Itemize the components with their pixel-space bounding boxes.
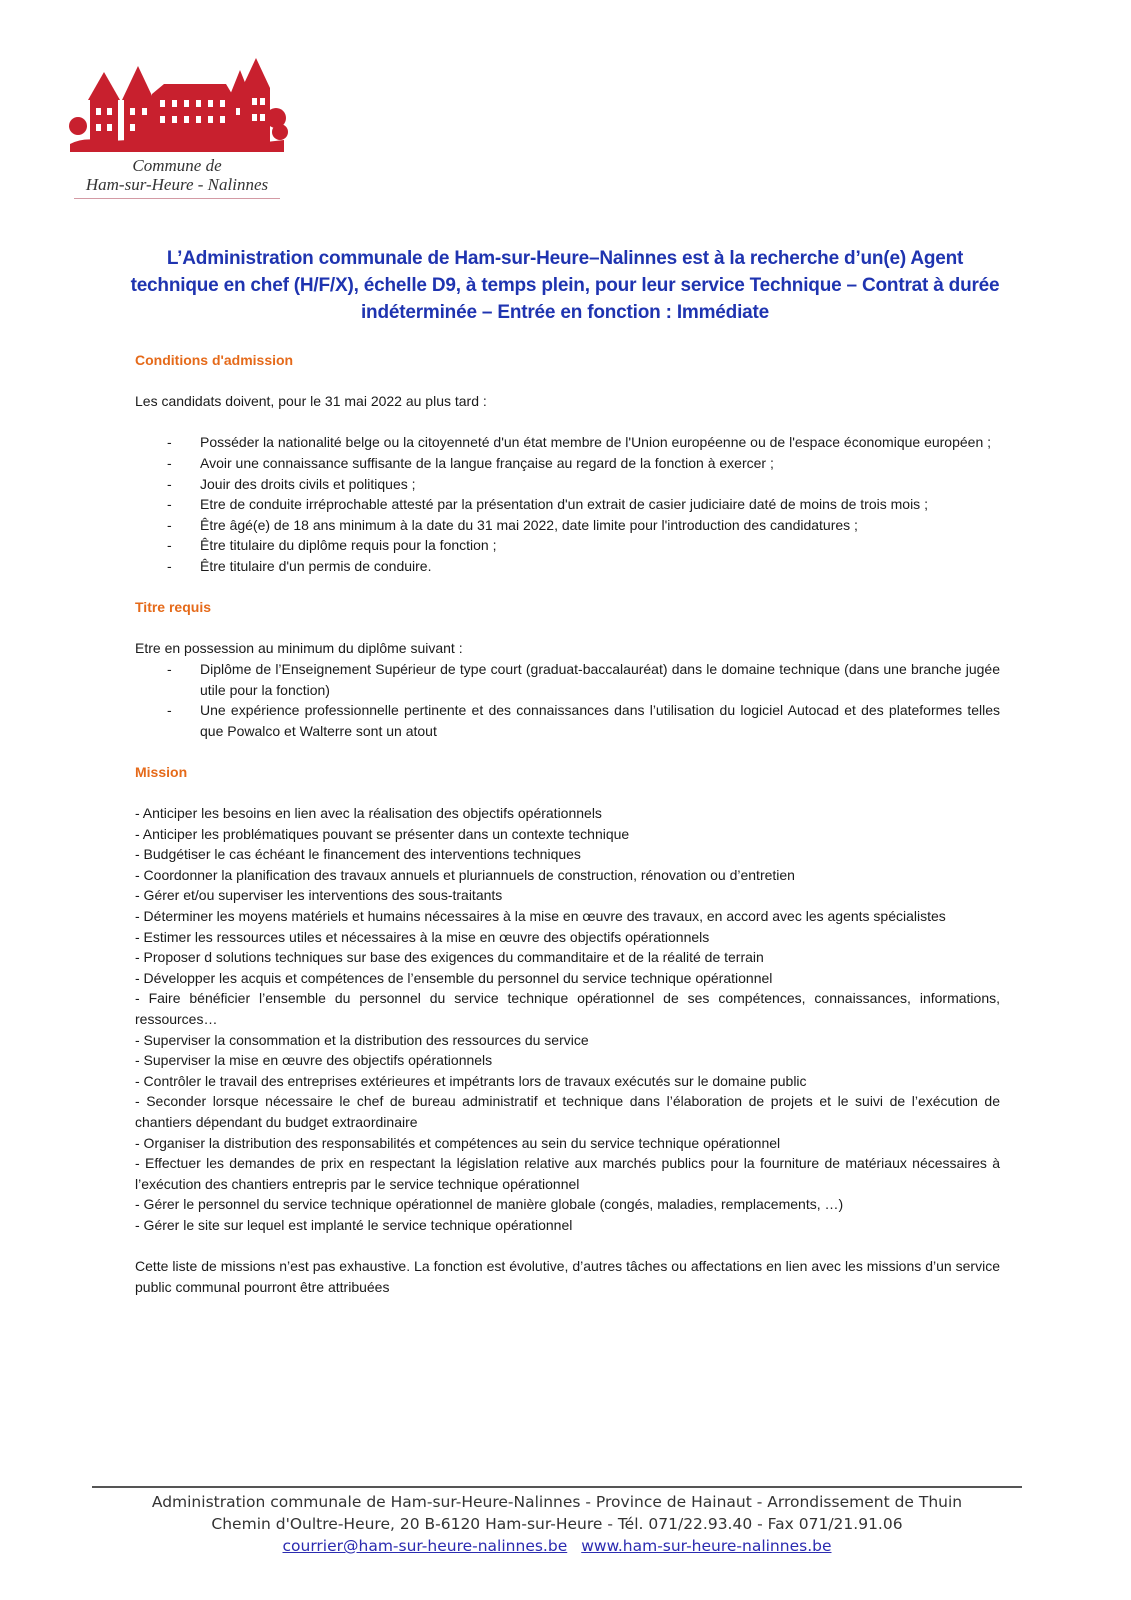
job-title: L’Administration communale de Ham-sur-Heure–Nalinnes est à la recherche d’un(e) Agent technique en chef (H/F/X), échelle D9, à temps plein, pour leur service Technique – Contrat à durée indéterminée – Entrée en fonction : Immédiate [130, 248, 1000, 323]
mission-item: - Anticiper les besoins en lien avec la réalisation des objectifs opérationnels [135, 805, 602, 822]
titre-heading: Titre requis [135, 599, 211, 616]
mission-item: - Anticiper les problématiques pouvant se présenter dans un contexte technique [135, 825, 630, 842]
bullet-dash: - [167, 516, 172, 533]
bullet-dash: - [167, 537, 172, 554]
list-item: - Être âgé(e) de 18 ans minimum à la date du 31 mai 2022, date limite pour l'introduction des candidatures ; [135, 515, 1000, 536]
list-item: - Jouir des droits civils et politiques ; [135, 474, 1000, 495]
mission-item: - Gérer le personnel du service technique opérationnel de manière globale (congés, maladies, remplacements, …) [135, 1196, 844, 1213]
bullet-dash: - [167, 660, 172, 677]
logo-divider [74, 198, 280, 199]
logo-text-line2: Ham-sur-Heure - Nalinnes [85, 175, 269, 194]
logo-text-line1: Commune de [132, 156, 222, 175]
mission-item: - Budgétiser le cas échéant le financement des interventions techniques [135, 846, 581, 863]
mission-item: - Seconder lorsque nécessaire le chef de bureau administratif et technique dans l’élaboration de projets et le suivi de l’exécution de chantiers dépendant du budget extraordinaire [135, 1093, 1000, 1130]
mission-item: - Estimer les ressources utiles et nécessaires à la mise en œuvre des objectifs opérationnels [135, 928, 710, 945]
mission-item: - Contrôler le travail des entreprises extérieures et impétrants lors de travaux exécutés sur le domaine public [135, 1072, 807, 1089]
mission-item: - Gérer et/ou superviser les interventions des sous-traitants [135, 887, 503, 904]
list-item: - Être titulaire du diplôme requis pour la fonction ; [135, 535, 1000, 556]
mission-item: - Proposer d solutions techniques sur base des exigences du commanditaire et de la réalité de terrain [135, 949, 764, 966]
mission-item: - Organiser la distribution des responsabilités et compétences au sein du service technique opérationnel [135, 1134, 781, 1151]
mission-item: - Effectuer les demandes de prix en respectant la législation relative aux marchés publics pour la fourniture de matériaux nécessaires à l’exécution des chantiers entrepris par le service technique opérationnel [135, 1155, 1000, 1192]
list-item: - Avoir une connaissance suffisante de la langue française au regard de la fonction à exercer ; [135, 453, 1000, 474]
mission-item: - Superviser la consommation et la distribution des ressources du service [135, 1031, 589, 1048]
bullet-dash: - [167, 496, 172, 513]
titre-list [135, 659, 1000, 741]
mission-closing: Cette liste de missions n’est pas exhaustive. La fonction est évolutive, d’autres tâches ou affectations en lien avec les missions d’un service public communal pourront être attribuées [135, 1258, 1000, 1295]
mission-list [135, 803, 1000, 1235]
list-item: - Une expérience professionnelle pertinente et des connaissances dans l’utilisation du logiciel Autocad et des plateformes telles que Powalco et Walterre sont un atout [135, 700, 1000, 741]
footer-address-line1: Administration communale de Ham-sur-Heure-Nalinnes - Province de Hainaut - Arrondissement de Thuin [151, 1493, 963, 1511]
bullet-dash: - [167, 557, 172, 574]
mission-heading: Mission [135, 763, 188, 780]
bullet-dash: - [167, 454, 172, 471]
mission-item: - Développer les acquis et compétences de l’ensemble du personnel du service technique opérationnel [135, 969, 773, 986]
footer-divider [92, 1486, 1022, 1488]
bullet-dash: - [167, 475, 172, 492]
mission-item: - Superviser la mise en œuvre des objectifs opérationnels [135, 1052, 493, 1069]
conditions-list [135, 432, 1000, 576]
conditions-heading: Conditions d'admission [135, 352, 294, 368]
mission-item: - Déterminer les moyens matériels et humains nécessaires à la mise en œuvre des travaux, en accord avec les agents spécialistes [135, 908, 946, 925]
mission-item: - Gérer le site sur lequel est implanté le service technique opérationnel [135, 1216, 573, 1233]
bullet-dash: - [167, 702, 172, 719]
list-item: - Posséder la nationalité belge ou la citoyenneté d'un état membre de l'Union européenne ou de l'espace économique européen ; [135, 432, 1000, 453]
titre-intro: Etre en possession au minimum du diplôme suivant : [135, 640, 463, 657]
document-body [135, 350, 1000, 1297]
website-link[interactable]: www.ham-sur-heure-nalinnes.be [581, 1537, 832, 1555]
email-link[interactable]: courrier@ham-sur-heure-nalinnes.be [282, 1537, 568, 1555]
footer-links [92, 1535, 1022, 1557]
list-item: - Diplôme de l’Enseignement Supérieur de type court (graduat-baccalauréat) dans le domaine technique (dans une branche jugée utile pour la fonction) [135, 659, 1000, 700]
list-item: - Être titulaire d'un permis de conduire. [135, 556, 1000, 577]
commune-logo [66, 52, 288, 204]
conditions-intro: Les candidats doivent, pour le 31 mai 2022 au plus tard : [135, 393, 487, 410]
list-item: - Etre de conduite irréprochable attesté par la présentation d'un extrait de casier judiciaire daté de moins de trois mois ; [135, 494, 1000, 515]
mission-item: - Faire bénéficier l’ensemble du personnel du service technique opérationnel de ses compétences, connaissances, informations, ressources… [135, 990, 1000, 1027]
mission-item: - Coordonner la planification des travaux annuels et pluriannuels de construction, rénovation ou d’entretien [135, 866, 795, 883]
bullet-dash: - [167, 434, 172, 451]
page-footer [92, 1491, 1022, 1557]
footer-address-line2: Chemin d'Oultre-Heure, 20 B-6120 Ham-sur-Heure - Tél. 071/22.93.40 - Fax 071/21.91.06 [211, 1515, 903, 1533]
castle-illustration [66, 52, 288, 156]
